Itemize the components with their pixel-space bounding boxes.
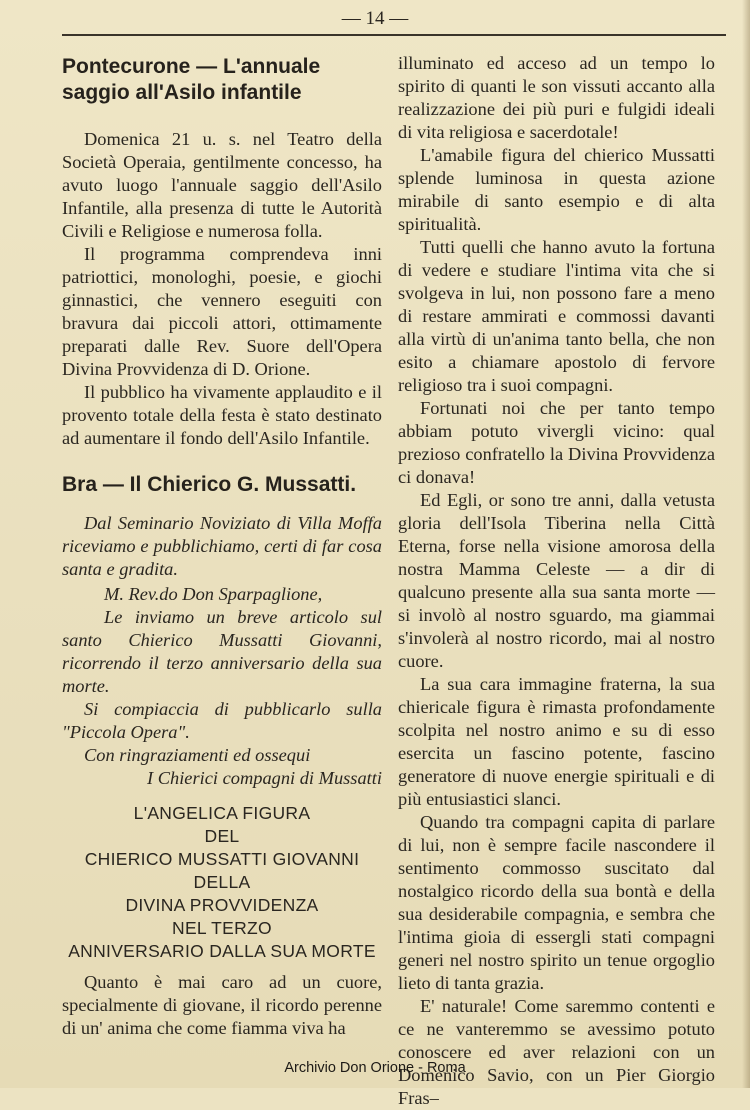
signature: I Chierici compagni di Mussatti	[147, 768, 382, 788]
page-edge-shadow	[742, 0, 750, 1088]
article-paragraph: Tutti quelli che hanno avuto la fortuna di vedere e studiare l'intima vita che si svolgeva in lui, non possono fare a meno di restare ammirati e commossi davanti alla virtù di un'anima tanto bella, che non esito a chiamare apostolo di fervore religioso tra i suoi compagni.	[398, 237, 715, 395]
memorial-title	[62, 802, 382, 963]
article-paragraph: Ed Egli, or sono tre anni, dalla vetusta gloria dell'Isola Tiberina nella Città Eterna, forse nella visione amorosa della nostra Mamma Celeste — a dir di qualcuno presente alla sua santa morte — si involò al nostro sguardo, ma giammai s'involerà al nostro ricordo, mai al nostro cuore.	[398, 490, 715, 671]
letter-paragraph: Le inviamo un breve articolo sul santo Chierico Mussatti Giovanni, ricorrendo il terzo anniversario della sua morte.	[62, 607, 382, 696]
memorial-line: CHIERICO MUSSATTI GIOVANNI	[84, 849, 360, 869]
left-column	[62, 52, 382, 1040]
archive-footer: Archivio Don Orione - Roma	[284, 1060, 466, 1076]
article-paragraph: Il programma comprendeva inni patriottici, monologhi, poesie, e giochi ginnastici, che vennero eseguiti con bravura dai piccoli attori, ottimamente preparati dalle Rev. Suore dell'Opera Divina Provvidenza di D. Orione.	[62, 244, 382, 379]
article-paragraph: L'amabile figura del chierico Mussatti splende luminosa in questa azione mirabile di santo esempio e di alta spiritualità.	[398, 145, 715, 234]
letter-paragraph: Con ringraziamenti ed ossequi	[84, 745, 311, 765]
top-rule	[62, 34, 726, 36]
salutation: M. Rev.do Don Sparpaglione,	[104, 584, 323, 604]
article-paragraph: Quando tra compagni capita di parlare di lui, non è sempre facile nascondere il sentimento commosso suscitato dal nostalgico ricordo della sua bontà e della sua desiderabile compagnia, e sembra che l'intima gioia di essergli stati compagni generi nel nostro spirito un tenue orgoglio lieto di tanta grazia.	[398, 812, 715, 993]
intro-italic: Dal Seminario Noviziato di Villa Moffa riceviamo e pubblichiamo, certi di far cosa santa e gradita.	[62, 513, 382, 579]
memorial-line: DEL	[204, 826, 240, 846]
article-paragraph: E' naturale! Come saremmo contenti e ce ne vanteremmo se avessimo potuto conoscere ed aver relazioni con un Domenico Savio, con un Pier Giorgio Fras–	[398, 996, 715, 1108]
memorial-line: DELLA	[193, 872, 251, 892]
memorial-line: NEL TERZO	[172, 918, 272, 938]
page-number: — 14 —	[341, 8, 409, 29]
memorial-line: DIVINA PROVVIDENZA	[125, 895, 319, 915]
article-paragraph: Il pubblico ha vivamente applaudito e il provento totale della festa è stato destinato ad aumentare il fondo dell'Asilo Infantile.	[62, 382, 382, 448]
article-paragraph: illuminato ed acceso ad un tempo lo spirito di quanti le son vissuti accanto alla realizzazione dei più puri e fulgidi ideali di vita religiosa e sacerdotale!	[398, 53, 715, 142]
article-paragraph: Domenica 21 u. s. nel Teatro della Società Operaia, gentilmente concesso, ha avuto luogo l'annuale saggio dell'Asilo Infantile, alla presenza di tutte le Autorità Civili e Religiose e numerosa folla.	[62, 129, 382, 241]
memorial-line: L'ANGELICA FIGURA	[133, 803, 311, 823]
letter-paragraph: Si compiaccia di pubblicarlo sulla "Piccola Opera".	[62, 699, 382, 742]
letter-block	[62, 512, 382, 790]
article-paragraph: Fortunati noi che per tanto tempo abbiam potuto vivergli vicino: qual prezioso confratello la Divina Provvidenza ci donava!	[398, 398, 715, 487]
right-column	[398, 52, 715, 1110]
article-paragraph: La sua cara immagine fraterna, la sua chiericale figura è rimasta profondamente scolpita nel nostro animo e su di esso esercita un fascino potente, fascino generatore di nuove energie spirituali e di più entusiastici slanci.	[398, 674, 715, 809]
headline-pontecurone: Pontecurone — L'annuale saggio all'Asilo infantile	[62, 55, 321, 104]
article-paragraph: Quanto è mai caro ad un cuore, specialmente di giovane, il ricordo perenne di un' anima che come fiamma viva ha	[62, 972, 382, 1038]
headline-bra: Bra — Il Chierico G. Mussatti.	[62, 473, 357, 496]
memorial-line: ANNIVERSARIO DALLA SUA MORTE	[68, 941, 376, 961]
